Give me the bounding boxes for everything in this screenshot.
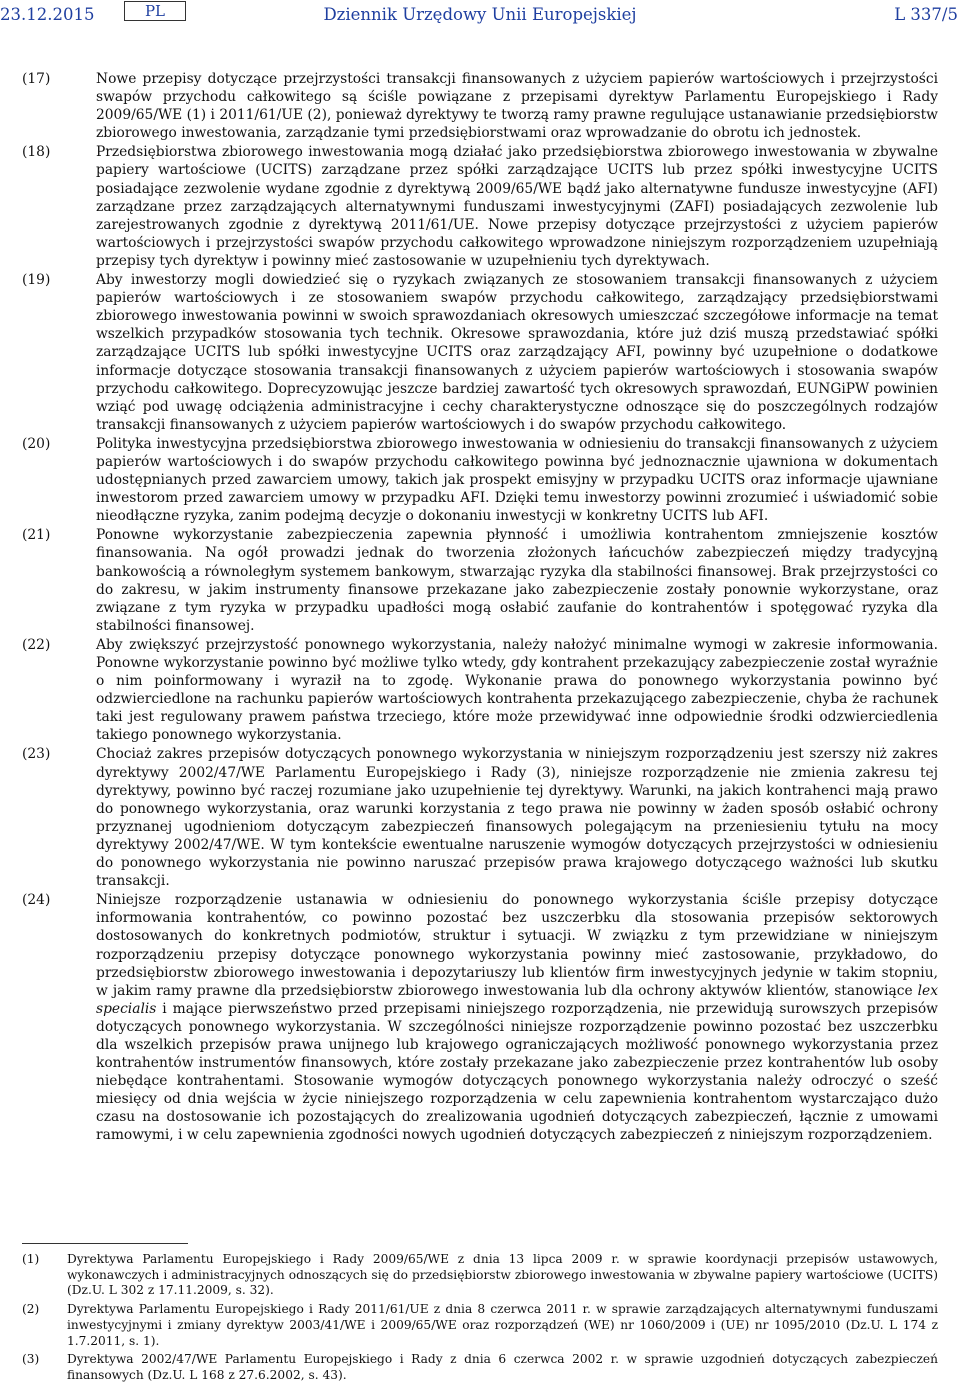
footnote-number: (2) [22, 1302, 40, 1317]
page-reference: L 337/5 [894, 5, 958, 24]
footnote-text: Dyrektywa 2002/47/WE Parlamentu Europejskiego i Rady z dnia 6 czerwca 2002 r. w sprawie uzgodnień dotyczących zabezpieczeń finansowych (Dz.U. L 168 z 27.6.2002, s. 43). [67, 1352, 938, 1382]
journal-title: Dziennik Urzędowy Unii Europejskiej [323, 5, 637, 24]
recital-text: Polityka inwestycyjna przedsiębiorstwa zbiorowego inwestowania w odniesieniu do transakcji finansowanych z użyciem papierów wartościowych i do swapów przychodu całkowitego powinna być jednoznacznie ujawniona w dokumentach udostępnianych przed zawarciem umowy, takich jak prospekt emisyjny w przypadku UCITS oraz informacje ujawniane inwestorom przed zawarciem umowy w przypadku AFI. Dzięki temu inwestorzy powinni zrozumieć i uświadomić sobie nieodłączne ryzyka, zanim podejmą decyzje o dokonaniu inwestycji w konkretny UCITS lub AFI. [96, 435, 938, 525]
recital-21 [0, 526, 960, 635]
recital-text-part: i mające pierwszeństwo przed przepisami niniejszego rozporządzenia, nie przewidują surowszych przepisów dotyczących ponownego wykorzystania. W szczególności niniejsze rozporządzenie powinno pozostać bez uszczerbku dla wszelkich przepisów prawa unijnego lub krajowego ograniczających możliwość ponownego wykorzystania przez kontrahentów instrumentów finansowych, które zostały przekazane jako zabezpieczenie przez kontrahentów lub osoby niebędące kontrahentami. Stosowanie wymogów dotyczących ponownego wykorzystania należy odroczyć o sześć miesięcy od dnia wejścia w życie niniejszego rozporządzenia w celu zapewnienia kontrahentom wystarczająco dużo czasu na dostosowanie ich pozostających do zrealizowania ugodnień dotyczących zabezpieczeń, łącznie z umowami ramowymi, i w celu zapewnienia zgodności nowych ugodnień dotyczących zabezpieczeń z niniejszym rozporządzeniem. [96, 1000, 938, 1144]
recital-20 [0, 435, 960, 525]
recital-number: (17) [22, 71, 51, 87]
footnote-2 [0, 1302, 960, 1349]
language-badge: PL [124, 1, 186, 21]
recital-text: Nowe przepisy dotyczące przejrzystości transakcji finansowanych z użyciem papierów wartościowych i przejrzystości swapów przychodu całkowitego są ściśle powiązane z przepisami dyrektyw Parlamentu Europejskiego i Rady 2009/65/WE (1) i 2011/61/UE (2), ponieważ dyrektywy te tworzą ramy prawne regulujące ustanawianie przedsiębiorstw zbiorowego inwestowania, zarządzanie tymi przedsiębiorstwami oraz wprowadzanie do obrotu ich jednostek. [96, 71, 938, 142]
footnote-text: Dyrektywa Parlamentu Europejskiego i Rady 2011/61/UE z dnia 8 czerwca 2011 r. w sprawie zarządzających alternatywnymi funduszami inwestycyjnymi i zmiany dyrektyw 2003/41/WE i 2009/65/WE oraz rozporządzeń (WE) nr 1060/2009 i (UE) nr 1095/2010 (Dz.U. L 174 z 1.7.2011, s. 1). [67, 1302, 938, 1348]
recital-24 [0, 891, 960, 1144]
publication-date: 23.12.2015 [0, 5, 95, 24]
recital-17 [0, 70, 960, 142]
recital-number: (20) [22, 435, 51, 452]
recital-23 [0, 745, 960, 890]
recital-number: (23) [22, 746, 51, 763]
recitals-list [0, 70, 960, 1146]
recital-18 [0, 143, 960, 270]
recital-text-italic: lex specialis [96, 982, 938, 1017]
footnote-number: (3) [22, 1352, 40, 1367]
footnote-1 [0, 1252, 960, 1299]
recital-number: (22) [22, 636, 51, 653]
recital-number: (24) [22, 892, 51, 909]
recital-text-part: Niniejsze rozporządzenie ustanawia w odniesieniu do ponownego wykorzystania ściśle przepisy dotyczące informowania kontrahentów, co powinno pozostać bez uszczerbku dla stosowania przepisów sektorowych dostosowanych do konkretnych podmiotów, struktur i sytuacji. W związku z tym przewidziane w niniejszym rozporządzeniu przepisy dotyczące ponownego wykorzystania powinny mieć zastosowanie, przykładowo, do przedsiębiorstw zbiorowego inwestowania i depozytariuszy lub klientów firm inwestycyjnych jedynie w takim stopniu, w jakim ramy prawne dla przedsiębiorstw zbiorowego inwestowania lub dla ochrony aktywów klientów, stanowiące [96, 892, 938, 999]
footnote-separator [22, 1243, 188, 1244]
footnote-number: (1) [22, 1252, 40, 1266]
recital-text: Aby inwestorzy mogli dowiedzieć się o ryzykach związanych ze stosowaniem transakcji finansowanych z użyciem papierów wartościowych i ze stosowaniem swapów przychodu całkowitego, zarządzający przedsiębiorstwami zbiorowego inwestowania powinni w swoich sprawozdaniach okresowych umieszczać szczegółowe informacje na temat wszelkich przypadków stosowania tych technik. Okresowe sprawozdania, które już dziś muszą przedstawiać spółki zarządzające UCITS lub spółki inwestycyjne UCITS oraz zarządzający AFI, powinny być uzupełnione o dodatkowe informacje dotyczące stosowania transakcji finansowanych z użyciem papierów wartościowych i stosowania swapów przychodu całkowitego. Doprecyzowując jeszcze bardziej zawartość tych okresowych sprawozdań, EUNGiPW powinien wziąć pod uwagę odciążenia administracyjne i cechy charakterystyczne odnoszące się do poszczególnych rodzajów transakcji finansowanych z użyciem papierów wartościowych i do swapów przychodu całkowitego. [96, 272, 938, 433]
recital-number: (21) [22, 527, 51, 544]
footnote-3 [0, 1352, 960, 1383]
recital-text: Przedsiębiorstwa zbiorowego inwestowania mogą działać jako przedsiębiorstwa zbiorowego inwestowania w zbywalne papiery wartościowe (UCITS) zarządzane przez spółki zarządzające UCITS lub przez spółki inwestycyjne UCITS posiadające zezwolenie wydane zgodnie z dyrektywą 2009/65/WE bądź jako alternatywne fundusze inwestycyjne (AFI) zarządzane przez zarządzających alternatywnymi funduszami inwestycyjnymi (ZAFI) posiadających zezwolenie lub zarejestrowanych zgodnie z dyrektywą 2011/61/UE. Nowe przepisy dotyczące przejrzystości z użyciem papierów wartościowych i przejrzystości swapów przychodu całkowitego wprowadzone niniejszym rozporządzeniem uzupełniają przepisy tych dyrektyw i powinny mieć zastosowanie w uzupełnieniu tych dyrektywach. [96, 144, 938, 269]
recital-text [96, 891, 960, 1144]
recital-number: (18) [22, 144, 51, 161]
recital-text: Ponowne wykorzystanie zabezpieczenia zapewnia płynność i umożliwia kontrahentom zmniejszenie kosztów finansowania. Na ogół prowadzi jednak do tworzenia złożonych łańcuchów zabezpieczeń między tradycyjną bankowością a równoległym systemem bankowym, stwarzając ryzyka dla stabilności finansowej. Brak przejrzystości co do zakresu, w jakim instrumenty finansowe przekazane jako zabezpieczenie zostały ponownie wykorzystane, oraz związane z tym ryzyka w przypadku upadłości mogą osłabić zaufanie do kontrahentów i spotęgować ryzyka dla stabilności finansowej. [96, 527, 938, 634]
footnote-text: Dyrektywa Parlamentu Europejskiego i Rady 2009/65/WE z dnia 13 lipca 2009 r. w sprawie koordynacji przepisów ustawowych, wykonawczych i administracyjnych odnoszących się do przedsiębiorstw zbiorowego inwestowania w zbywalne papiery wartościowe (UCITS) (Dz.U. L 302 z 17.11.2009, s. 32). [67, 1252, 938, 1298]
recital-text: Aby zwiększyć przejrzystość ponownego wykorzystania, należy nałożyć minimalne wymogi w zakresie informowania. Ponowne wykorzystanie powinno być możliwe tylko wtedy, gdy kontrahent przekazujący zabezpieczenie został wyraźnie o nim poinformowany i wyraził na to zgodę. Wykonanie prawa do ponownego wykorzystania powinno być odzwierciedlone na rachunku papierów wartościowych kontrahenta przekazującego zabezpieczenie, chyba że rachunek taki jest regulowany prawem państwa trzeciego, które może przewidywać inne odpowiednie środki odzwierciedlenia takiego ponownego wykorzystania. [96, 636, 938, 744]
footnotes-list [0, 1252, 960, 1387]
recital-22 [0, 636, 960, 745]
recital-number: (19) [22, 272, 51, 289]
recital-19 [0, 271, 960, 434]
recital-text: Chociaż zakres przepisów dotyczących ponownego wykorzystania w niniejszym rozporządzeniu jest szerszy niż zakres dyrektywy 2002/47/WE Parlamentu Europejskiego i Rady (3), niniejsze rozporządzenie nie zmienia zakresu tej dyrektywy, powinno być raczej rozumiane jako uzupełnienie tej dyrektywy. Warunki, na jakich kontrahenci mają prawo do ponownego wykorzystania, oraz warunki korzystania z tego prawa nie powinny w żaden sposób osłabić ochrony przyznanej ugodnieniom dotyczącym zabezpieczeń finansowych polegającym na przeniesieniu tytułu na mocy dyrektywy 2002/47/WE. W tym kontekście ewentualne naruszenie wymogów dotyczących przejrzystości w odniesieniu do ponownego wykorzystania nie powinno naruszać przepisów prawa krajowego dotyczącego ważności lub skutku transakcji. [96, 746, 938, 890]
page-header [0, 0, 960, 30]
